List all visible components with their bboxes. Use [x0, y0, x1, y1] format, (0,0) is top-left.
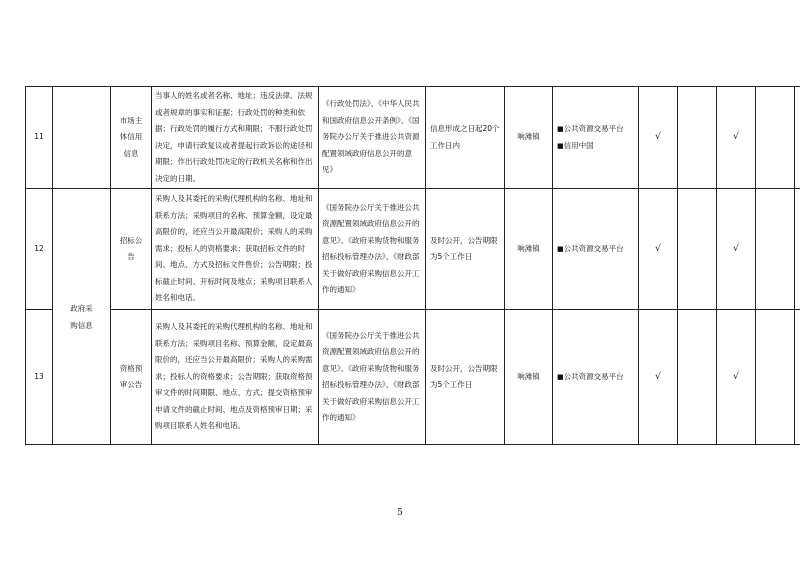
subject-cell: 响滩镇 — [505, 189, 553, 310]
channel-item: ■公共资源交易平台 — [557, 124, 624, 133]
channel-cell — [553, 310, 639, 445]
check-cell: √ — [639, 189, 678, 310]
basis-cell: 《国务院办公厅关于推进公共资源配置领域政府信息公开的意见》、《政府采购货物和服务招标投标管理办法》、《财政部关于做好政府采购信息公开工作的通知》 — [319, 189, 426, 310]
row-number: 12 — [26, 189, 53, 310]
empty-cell — [678, 189, 717, 310]
page-number: 5 — [397, 508, 403, 518]
channel-item: ■信用中国 — [557, 140, 594, 150]
item-name: 招标公告 — [111, 189, 152, 310]
category-cell: 政府采购信息 — [53, 189, 111, 445]
time-cell: 信息形成之日起20个工作日内 — [426, 87, 505, 189]
check-cell: √ — [717, 87, 756, 189]
disclosure-table — [25, 86, 800, 445]
basis-cell: 《行政处罚法》、《中华人民共和国政府信息公开条例》、《国务院办公厅关于推进公共资源配置领域政府信息公开的意见》 — [319, 87, 426, 189]
content-cell: 采购人及其委托的采购代理机构的名称、地址和联系方法；采购项目名称、预算金额，设定最高限价的，还应当公开最高限价；采购人的采购需求；投标人的资格要求；公告期限；获取资格预审文件的时间期限、地点、方式；提交资格预审申请文件的截止时间、地点及资格预审日期；采购项目联系人姓名和电话。 — [152, 310, 319, 445]
empty-cell — [756, 189, 795, 310]
row-number: 11 — [26, 87, 53, 189]
category-cell — [53, 87, 111, 189]
square-bullet-icon: ■ — [557, 141, 564, 150]
empty-cell — [678, 87, 717, 189]
table-row — [26, 87, 800, 189]
content-cell: 当事人的姓名或者名称、地址；违反法律、法规或者规章的事实和证据；行政处罚的种类和依据；行政处罚的履行方式和期限；不服行政处罚决定，申请行政复议或者提起行政诉讼的途径和期限；作出行政处罚决定的行政机关名称和作出决定的日期。 — [152, 87, 319, 189]
time-cell: 及时公开，公告期限为5个工作日 — [426, 189, 505, 310]
content-cell: 采购人及其委托的采购代理机构的名称、地址和联系方法；采购项目的名称、预算金额，设定最高限价的，还应当公开最高限价；采购人的采购需求；投标人的资格要求；获取招标文件的时间、地点、方式及招标文件售价；公告期限；投标截止时间、开标时间及地点；采购项目联系人姓名和电话。 — [152, 189, 319, 310]
square-bullet-icon: ■ — [557, 125, 564, 133]
check-cell: √ — [639, 310, 678, 445]
square-bullet-icon: ■ — [557, 372, 564, 381]
channel-item: ■公共资源交易平台 — [557, 243, 624, 253]
table-row — [26, 310, 800, 445]
item-name: 市场主体信用信息 — [111, 87, 152, 189]
check-cell: √ — [717, 189, 756, 310]
subject-cell: 响滩镇 — [505, 87, 553, 189]
channel-cell — [553, 87, 639, 189]
item-name: 资格预审公告 — [111, 310, 152, 445]
empty-cell — [795, 189, 800, 310]
time-cell: 及时公开，公告期限为5个工作日 — [426, 310, 505, 445]
empty-cell — [795, 310, 800, 445]
check-cell: √ — [639, 87, 678, 189]
channel-item: ■公共资源交易平台 — [557, 371, 624, 381]
empty-cell — [795, 87, 800, 189]
subject-cell: 响滩镇 — [505, 310, 553, 445]
empty-cell — [678, 310, 717, 445]
table-row — [26, 189, 800, 310]
empty-cell — [756, 310, 795, 445]
empty-cell — [756, 87, 795, 189]
basis-cell: 《国务院办公厅关于推进公共资源配置领域政府信息公开的意见》、《政府采购货物和服务招标投标管理办法》、《财政部关于做好政府采购信息公开工作的通知》 — [319, 310, 426, 445]
channel-cell — [553, 189, 639, 310]
row-number: 13 — [26, 310, 53, 445]
square-bullet-icon: ■ — [557, 244, 564, 253]
check-cell: √ — [717, 310, 756, 445]
